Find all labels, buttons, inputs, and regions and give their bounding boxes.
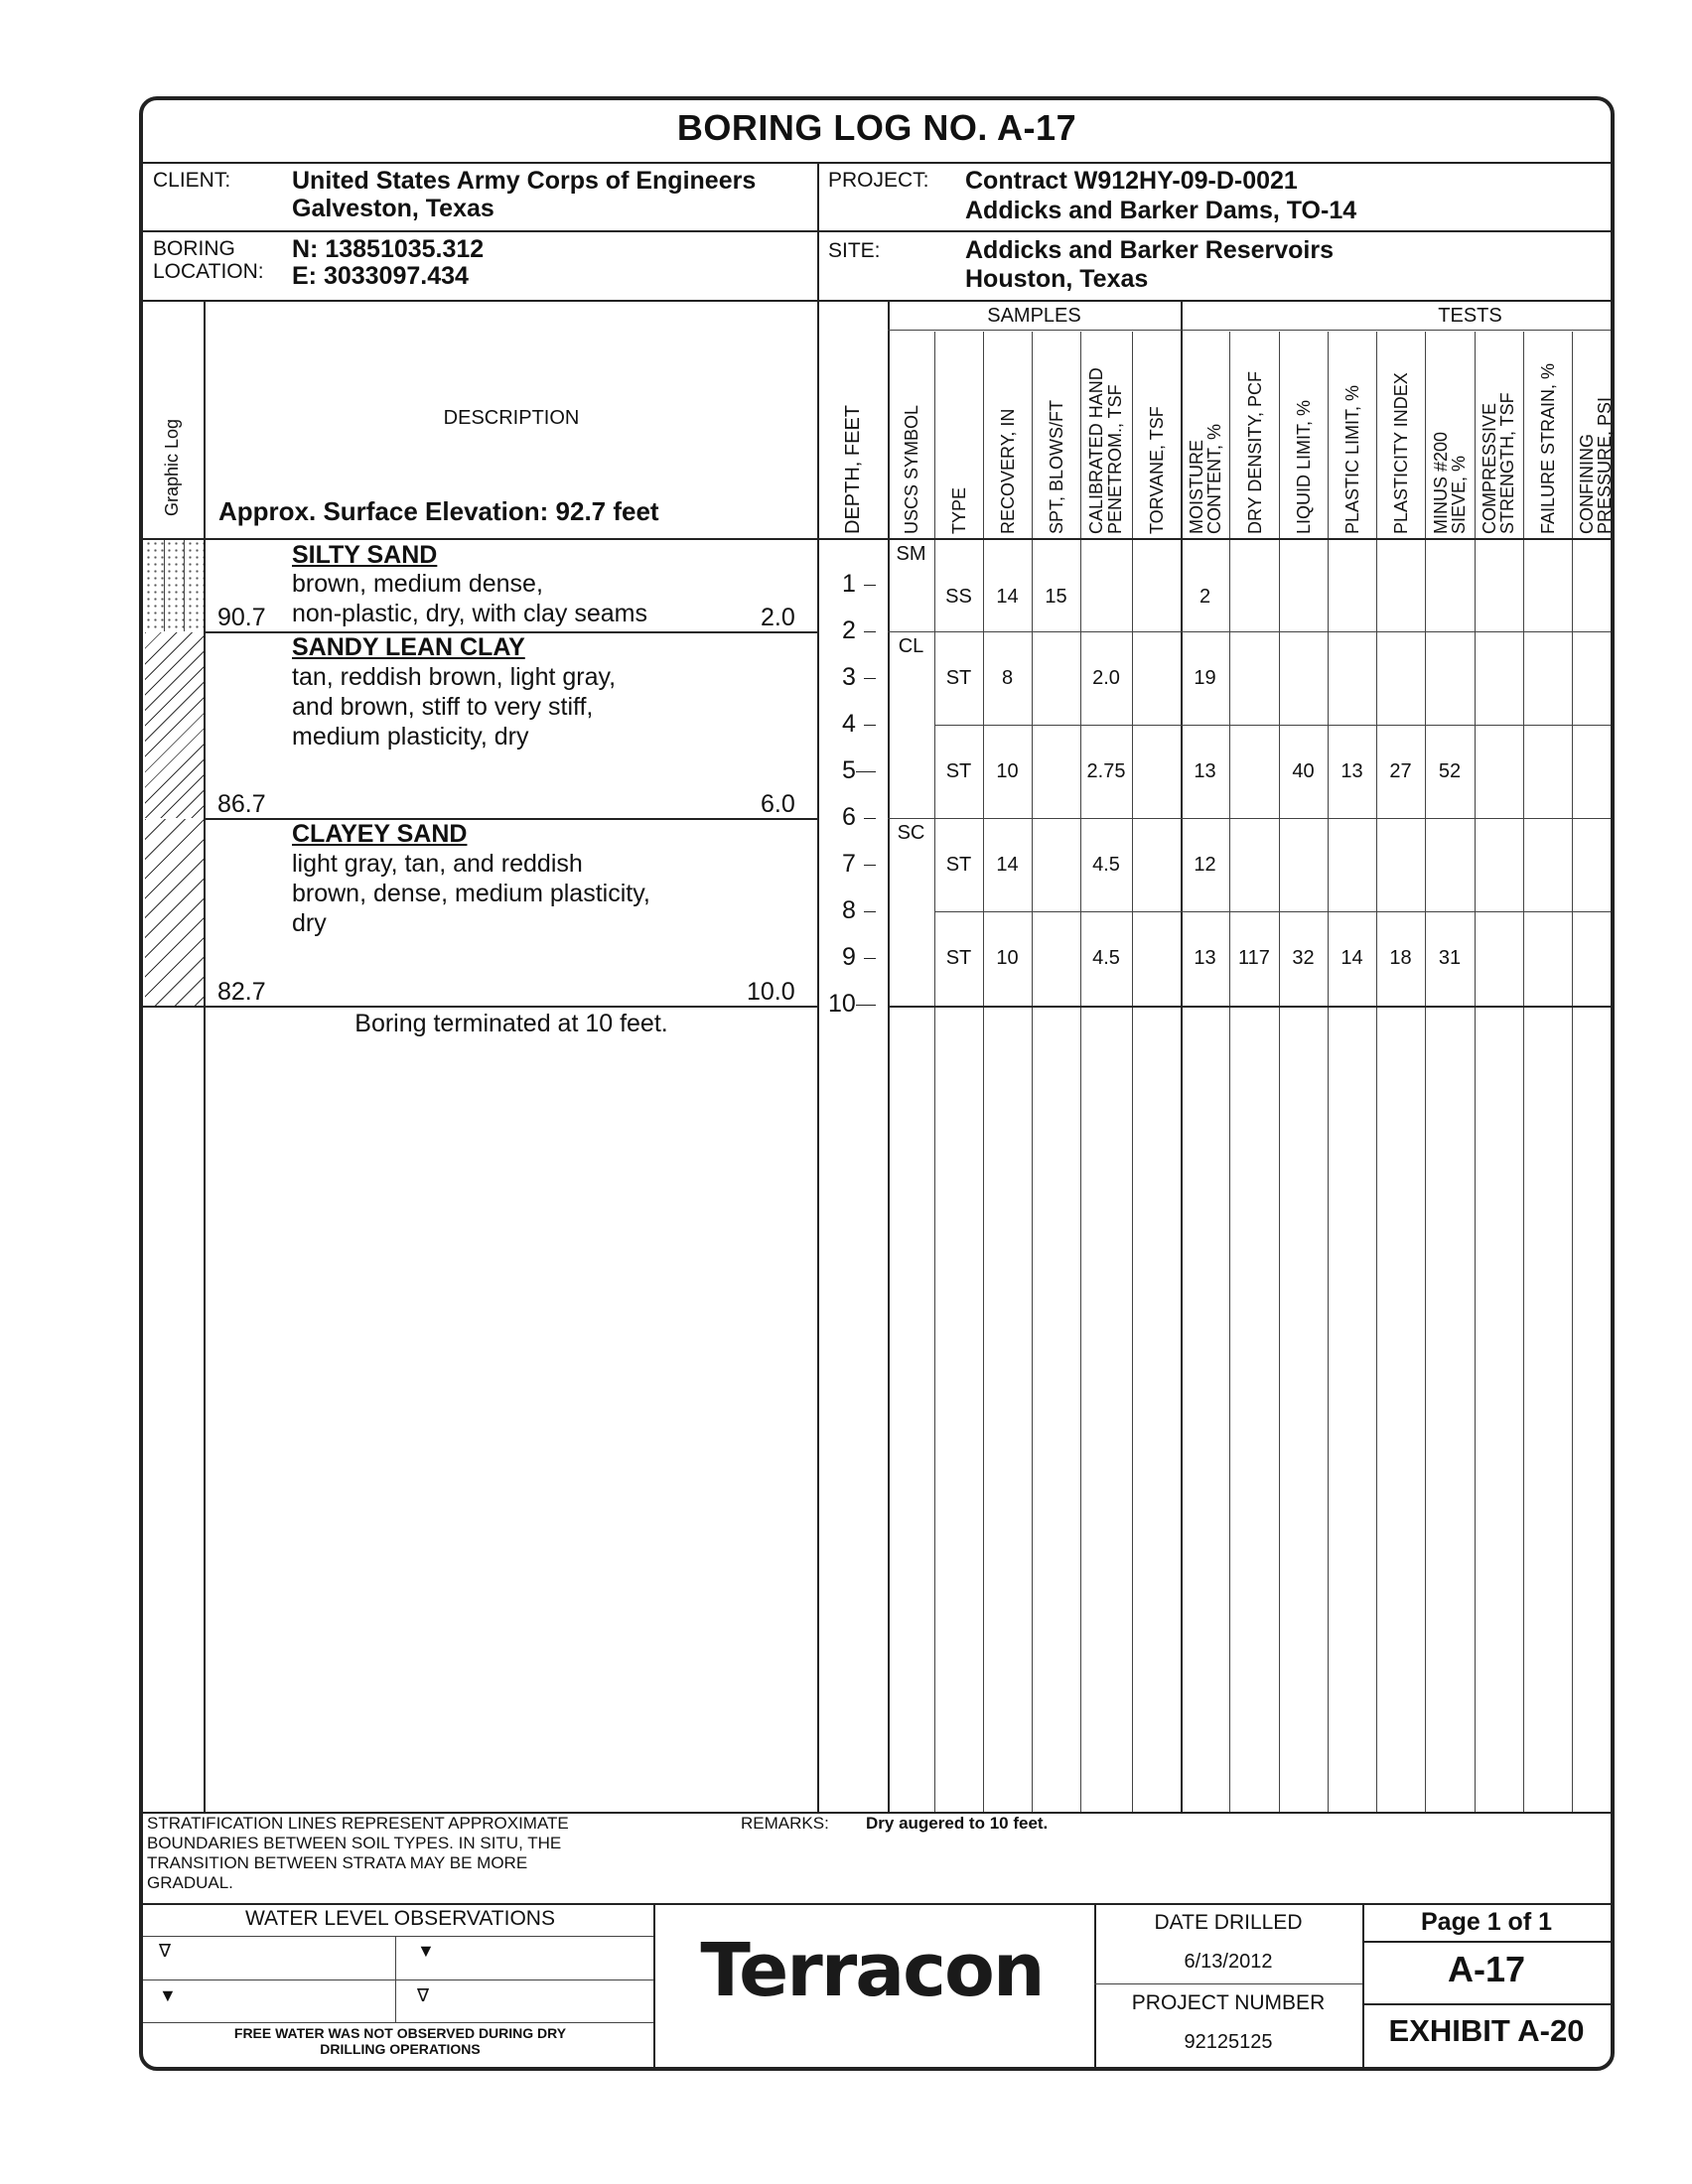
remarks-label: REMARKS: [741,1814,829,1833]
sample-2-type: ST [945,667,972,689]
water-note-2: DRILLING OPERATIONS [320,2041,481,2057]
divider [184,540,185,631]
uscs-sc: SC [897,822,925,844]
divider [1572,332,1573,1812]
moisture-header-1: MOISTURE [1187,439,1206,534]
surface-elevation: Approx. Surface Elevation: 92.7 feet [218,496,659,526]
sample-5-pl: 14 [1340,947,1363,969]
sandy-lean-clay-graphic [145,632,204,818]
dry-density-header: DRY DENSITY, PCF [1245,370,1265,534]
page-title: BORING LOG NO. A-17 [676,107,1077,148]
depth-3: 3 [842,663,856,691]
depth-8: 8 [842,896,856,924]
divider [934,631,1611,632]
minus200-header-2: SIEVE, % [1449,455,1469,534]
divider [888,1006,1611,1008]
water-symbol-icon: ▼ [417,1941,435,1961]
divider [1328,332,1329,1812]
sample-1-moisture: 2 [1198,586,1211,608]
stratum-2-name: SANDY LEAN CLAY [292,633,525,661]
depth-tick [856,1005,876,1006]
stratification-line: BOUNDARIES BETWEEN SOIL TYPES. IN SITU, THE [147,1834,562,1852]
liquid-limit-header: LIQUID LIMIT, % [1294,399,1314,534]
sample-5-recovery: 10 [996,947,1019,969]
uscs-cl: CL [898,635,924,657]
divider [143,300,1611,302]
divider [1080,332,1081,1812]
uscs-sm: SM [896,543,926,565]
divider [143,538,1611,540]
compressive-header-1: COMPRESSIVE [1480,402,1499,534]
project-label: PROJECT: [828,169,929,192]
sample-2-moisture: 19 [1194,667,1216,689]
stratum-1-elev: 90.7 [217,604,266,631]
project-number-label: PROJECT NUMBER [1131,1991,1326,2014]
sample-2-recovery: 8 [1001,667,1014,689]
depth-tick [864,911,876,912]
sample-2-calib: 2.0 [1092,667,1120,689]
stratum-3-desc: light gray, tan, and reddish [292,850,583,878]
stratum-3-desc: brown, dense, medium plasticity, [292,880,650,907]
sample-3-calib: 2.75 [1086,760,1126,782]
depth-tick [864,818,876,819]
client-label: CLIENT: [153,169,231,192]
torvane-header: TORVANE, TSF [1147,406,1167,534]
sample-3-ll: 40 [1292,760,1315,782]
stratum-1-name: SILTY SAND [292,541,438,569]
sample-4-calib: 4.5 [1092,854,1120,876]
divider [888,818,934,819]
divider [143,1979,653,1980]
spt-header: SPT, BLOWS/FT [1047,399,1066,534]
sample-3-pl: 13 [1340,760,1363,782]
divider [1032,332,1033,1812]
sample-5-minus200: 31 [1438,947,1462,969]
divider [817,300,819,1812]
divider [1181,300,1183,1812]
client-name: United States Army Corps of Engineers [292,167,757,195]
divider [1362,1941,1611,1943]
sample-3-minus200: 52 [1438,760,1462,782]
sample-3-moisture: 13 [1194,760,1216,782]
sample-5-ll: 32 [1292,947,1315,969]
divider [1094,1983,1362,1984]
depth-2: 2 [842,616,856,644]
water-symbol-icon: ▼ [159,1985,177,2005]
site-label: SITE: [828,239,881,262]
divider [934,332,935,1812]
divider [1475,332,1476,1812]
moisture-header-2: CONTENT, % [1204,423,1224,534]
divider [817,162,819,300]
sample-5-pi: 18 [1389,947,1412,969]
depth-7: 7 [842,850,856,878]
divider [888,330,1611,331]
calib-header-1: CALIBRATED HAND [1086,367,1106,534]
northing: N: 13851035.312 [292,235,485,263]
divider [1229,332,1230,1812]
boring-label: BORING [153,237,235,260]
calib-header-2: PENETROM., TSF [1105,384,1125,534]
sample-4-recovery: 14 [996,854,1019,876]
water-symbol-icon: ∇ [159,1941,172,1961]
depth-tick [864,585,876,586]
stratum-2-desc: and brown, stiff to very stiff, [292,693,594,721]
depth-5: 5 [842,756,856,784]
depth-tick [864,865,876,866]
terracon-logo: Terracon [700,1928,1044,2013]
divider [143,162,1611,164]
sample-3-pi: 27 [1389,760,1412,782]
confining-header-2: PRESSURE, PSI [1595,396,1615,534]
project-name: Addicks and Barker Dams, TO-14 [965,197,1357,224]
depth-4: 4 [842,710,856,738]
remarks-text: Dry augered to 10 feet. [866,1814,1049,1833]
divider [395,1936,396,2022]
divider [934,911,1611,912]
client-city: Galveston, Texas [292,195,494,222]
divider [983,332,984,1812]
failure-header: FAILURE STRAIN, % [1538,362,1558,534]
confining-header-1: CONFINING [1577,434,1597,534]
boring-id: A-17 [1447,1949,1526,1989]
project-number: 92125125 [1184,2031,1273,2053]
divider [888,300,890,1812]
sample-5-calib: 4.5 [1092,947,1120,969]
stratum-3-elev: 82.7 [217,978,266,1006]
stratum-1-desc: brown, medium dense, [292,570,543,598]
divider [1425,332,1426,1812]
easting: E: 3033097.434 [292,262,469,290]
minus200-header-1: MINUS #200 [1431,431,1451,534]
sample-3-recovery: 10 [996,760,1019,782]
sample-1-recovery: 14 [996,586,1019,608]
divider [1523,332,1524,1812]
depth-1: 1 [842,570,856,598]
sample-4-type: ST [945,854,972,876]
water-symbol-icon: ∇ [417,1985,430,2005]
location-label: LOCATION: [153,260,264,283]
plastic-limit-header: PLASTIC LIMIT, % [1342,384,1362,534]
page-number: Page 1 of 1 [1421,1908,1552,1936]
water-level-title: WATER LEVEL OBSERVATIONS [245,1907,555,1930]
divider [204,300,206,1812]
date-drilled-label: DATE DRILLED [1154,1911,1303,1934]
depth-tick [856,771,876,772]
recovery-header: RECOVERY, IN [998,408,1018,534]
sample-5-moisture: 13 [1194,947,1216,969]
site-name: Addicks and Barker Reservoirs [965,236,1335,264]
water-note-1: FREE WATER WAS NOT OBSERVED DURING DRY [233,2025,567,2041]
compressive-header-2: STRENGTH, TSF [1497,392,1517,534]
stratification-note [147,1814,643,1893]
depth-tick [864,678,876,679]
stratification-line: GRADUAL. [147,1873,233,1892]
sample-5-type: ST [945,947,972,969]
date-drilled: 6/13/2012 [1184,1951,1273,1973]
sample-5-dry-density: 117 [1238,947,1270,969]
plasticity-index-header: PLASTICITY INDEX [1391,372,1411,534]
divider [143,2022,653,2023]
graphic-log-header: Graphic Log [162,418,182,516]
uscs-header: USCS SYMBOL [902,404,921,534]
divider [1362,2003,1611,2005]
stratum-3-name: CLAYEY SAND [292,820,468,848]
depth-tick [864,631,876,632]
project-contract: Contract W912HY-09-D-0021 [965,167,1298,195]
divider [143,1936,653,1937]
stratum-2-depth: 6.0 [761,790,795,818]
divider [888,631,934,632]
sample-4-moisture: 12 [1194,854,1216,876]
stratum-1-depth: 2.0 [761,604,795,631]
divider [143,1903,1611,1905]
sample-1-type: SS [945,586,972,608]
sample-3-type: ST [945,760,972,782]
termination-note: Boring terminated at 10 feet. [354,1010,668,1037]
stratum-2-desc: tan, reddish brown, light gray, [292,663,617,691]
depth-header: DEPTH, FEET [842,404,864,534]
depth-6: 6 [842,803,856,831]
divider [143,230,1611,232]
divider [934,725,1611,726]
depth-10: 10 [828,990,856,1018]
stratum-3-desc: dry [292,909,327,937]
description-header: DESCRIPTION [443,407,580,429]
divider [1279,332,1280,1812]
stratum-1-desc: non-plastic, dry, with clay seams [292,600,647,627]
divider [1376,332,1377,1812]
stratum-2-elev: 86.7 [217,790,266,818]
stratification-line: STRATIFICATION LINES REPRESENT APPROXIMATE [147,1814,569,1833]
sample-1-spt: 15 [1045,586,1067,608]
stratum-2-desc: medium plasticity, dry [292,723,529,751]
samples-header: SAMPLES [987,305,1081,327]
depth-tick [864,725,876,726]
divider [934,818,1611,819]
clayey-sand-graphic [145,819,204,1007]
divider [143,1006,817,1008]
divider [1132,332,1133,1812]
site-city: Houston, Texas [965,265,1149,293]
silty-sand-graphic [145,540,204,631]
exhibit-number: EXHIBIT A-20 [1388,2013,1585,2048]
divider [164,540,165,631]
stratification-line: TRANSITION BETWEEN STRATA MAY BE MORE [147,1853,528,1872]
stratum-3-depth: 10.0 [747,978,795,1006]
depth-9: 9 [842,943,856,971]
tests-header: TESTS [1438,305,1502,327]
depth-tick [864,958,876,959]
type-header: TYPE [949,486,969,534]
